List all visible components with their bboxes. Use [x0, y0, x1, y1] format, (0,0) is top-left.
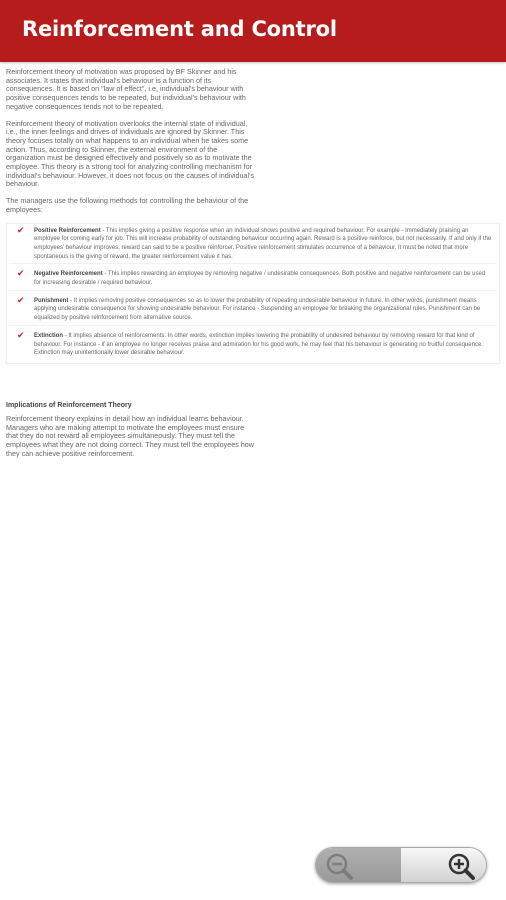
app-bar	[0, 0, 506, 62]
zoom-out-button[interactable]	[316, 848, 401, 882]
check-icon: ✔	[17, 225, 25, 236]
method-term: Extinction	[34, 332, 64, 339]
check-icon: ✔	[17, 269, 25, 280]
check-icon: ✔	[17, 330, 25, 341]
method-text: - This implies rewarding an employee by removing negative / undesirable consequences. Both positive and negative reinforcement can be used for increasing desirable / required behaviour.	[34, 271, 486, 287]
list-item	[9, 269, 497, 290]
intro-paragraph: Reinforcement theory of motivation overlooks the internal state of individual, i.e., the inner feelings and drives of individuals are ignored by Skinner. This theory focuses totally on what happens to an individual when he takes some action. Thus, according to Skinner, the external environment of the organization must be designed effectively and positively so as to motivate the employee. This theory is a strong tool for analyzing controlling mechanism for individual's behaviour. However, it does not focus on the causes of individual's behaviour.	[6, 118, 255, 189]
implications-paragraph: Reinforcement theory explains in detail how an individual learns behaviour. Managers who are making attempt to motivate the employees must ensure that they do not reward all employees simultaneously. They must tell the employees what they are not doing correct. They must tell the employees how they can achieve positive reinforcement.	[6, 413, 254, 458]
zoom-in-icon	[446, 852, 480, 880]
method-text: - It implies removing positive consequences so as to lower the probability of repeating undesirable behaviour in future. In other words, punishment means applying undesirable consequence for showing undesirable behaviour. For instance - Suspending an employee for breaking the organizational rules. Punishment can be equalized by positive reinforcement from alternative source.	[34, 297, 481, 322]
zoom-out-icon	[324, 852, 358, 880]
intro-paragraph: The managers use the following methods for controlling the behaviour of the employees:	[6, 196, 249, 214]
method-text: - This implies giving a positive response when an individual shows positive and required behaviour. For example - Immediately praising an employee for coming early for job. This will increase probability of outstanding behaviour occurring again. Reward is a positive reinforce, but not necessarily. If and only if the employees' behaviour improves, reward can said to be a positive reinforcer. Positive reinforcement stimulates occurrence of a behaviour. It must be noted that more spontaneous is the giving of reward, the greater reinforcement value it has.	[34, 227, 492, 260]
intro-paragraph: Reinforcement theory of motivation was proposed by BF Skinner and his associates. It states that individual's behaviour is a function of its consequences. It is based on "law of effect", i.e, individual's behaviour with positive consequences tends to be repeated, but individual's behaviour with negative consequences tends not to be repeated.	[6, 67, 246, 111]
zoom-control	[315, 847, 487, 883]
list-item	[9, 331, 497, 360]
method-term: Positive Reinforcement	[34, 227, 101, 234]
methods-list	[6, 223, 500, 364]
page-title: Reinforcement and Control	[22, 17, 337, 41]
list-item	[9, 226, 497, 265]
method-text: - It implies absence of reinforcements. In other words, extinction implies lowering the probability of undesired behaviour by removing reward for that kind of behaviour. For instance - if an employee no longer receives praise and admiration for his good work, he may feel that his behaviour is generating no fruitful consequence. Extinction may unintentionally lower desirable behaviour.	[34, 332, 483, 357]
method-term: Punishment	[34, 297, 69, 304]
article-content	[6, 68, 500, 467]
zoom-in-button[interactable]	[401, 848, 486, 882]
list-item	[9, 296, 497, 326]
section-heading: Implications of Reinforcement Theory	[6, 401, 132, 409]
method-term: Negative Reinforcement	[34, 271, 103, 278]
check-icon: ✔	[17, 295, 25, 306]
